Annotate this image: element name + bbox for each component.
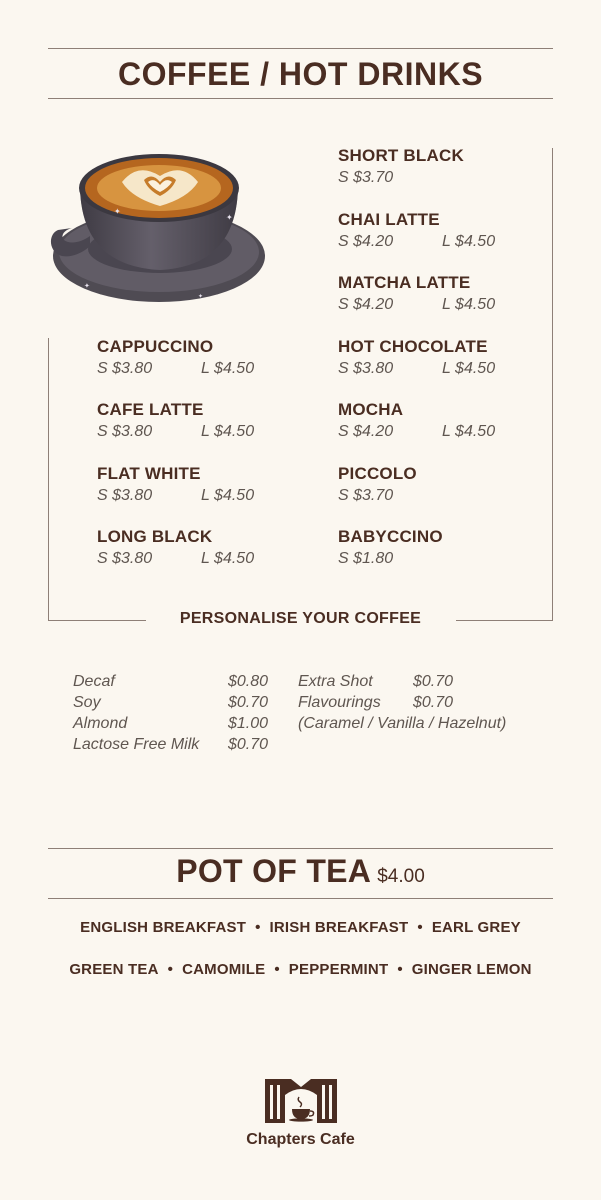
item-prices bbox=[338, 550, 443, 570]
coffee-frame-left bbox=[48, 338, 49, 620]
tea-bottom-rule bbox=[48, 898, 553, 899]
menu-item-cappuccino bbox=[97, 337, 255, 380]
tea-list-line-1 bbox=[0, 919, 601, 936]
price-large: L $4.50 bbox=[201, 423, 255, 440]
price-small: S $3.80 bbox=[97, 487, 153, 504]
item-name: CAPPUCCINO bbox=[97, 337, 214, 356]
extras-list-left bbox=[73, 673, 283, 757]
menu-item-long-black bbox=[97, 527, 255, 570]
item-prices bbox=[97, 423, 255, 443]
separator-dot: • bbox=[397, 961, 403, 978]
item-prices bbox=[338, 423, 496, 443]
menu-item-hot-chocolate bbox=[338, 337, 496, 380]
menu-item-piccolo bbox=[338, 464, 417, 507]
price-small: S $3.70 bbox=[338, 487, 394, 504]
personalise-title: PERSONALISE YOUR COFFEE bbox=[179, 610, 422, 627]
coffee-frame-right bbox=[552, 148, 553, 620]
separator-dot: • bbox=[274, 961, 280, 978]
tea-top-rule bbox=[48, 848, 553, 849]
menu-item-cafe-latte bbox=[97, 400, 255, 443]
separator-dot: • bbox=[255, 919, 261, 936]
extra-price: $1.00 bbox=[228, 715, 269, 732]
svg-text:✦: ✦ bbox=[114, 207, 121, 216]
extra-label: Almond bbox=[73, 715, 128, 732]
extras-list-right bbox=[298, 673, 548, 736]
flavour-note: (Caramel / Vanilla / Hazelnut) bbox=[298, 715, 507, 732]
menu-item-matcha-latte bbox=[338, 273, 496, 316]
menu-item-chai-latte bbox=[338, 210, 496, 253]
price-small: S $3.80 bbox=[97, 550, 153, 567]
price-small: S $3.80 bbox=[338, 360, 394, 377]
price-large: L $4.50 bbox=[201, 360, 255, 377]
item-prices bbox=[338, 296, 496, 316]
extra-label: Extra Shot bbox=[298, 673, 373, 690]
item-name: FLAT WHITE bbox=[97, 464, 201, 483]
price-small: S $3.70 bbox=[338, 169, 394, 186]
svg-text:✦: ✦ bbox=[226, 213, 233, 222]
item-name: CAFE LATTE bbox=[97, 400, 204, 419]
extra-label: Flavourings bbox=[298, 694, 381, 711]
price-large: L $4.50 bbox=[442, 423, 496, 440]
menu-item-flat-white bbox=[97, 464, 255, 507]
separator-dot: • bbox=[167, 961, 174, 978]
extra-row bbox=[298, 673, 548, 694]
extra-label: Soy bbox=[73, 694, 101, 711]
extra-row bbox=[73, 694, 283, 715]
brand-name: Chapters Cafe bbox=[246, 1131, 355, 1148]
item-name: HOT CHOCOLATE bbox=[338, 337, 488, 356]
tea-heading bbox=[0, 853, 601, 890]
header-top-rule bbox=[48, 48, 553, 49]
price-small: S $3.80 bbox=[97, 360, 153, 377]
extra-row bbox=[73, 736, 283, 757]
item-prices bbox=[338, 487, 417, 507]
header-bottom-rule bbox=[48, 98, 553, 99]
extra-price: $0.70 bbox=[413, 673, 454, 690]
extra-price: $0.70 bbox=[413, 694, 454, 711]
extra-row bbox=[73, 715, 283, 736]
item-prices bbox=[97, 360, 255, 380]
separator-dot: • bbox=[417, 919, 423, 936]
price-small: S $4.20 bbox=[338, 296, 394, 313]
price-large: L $4.50 bbox=[201, 550, 255, 567]
price-large: L $4.50 bbox=[442, 233, 496, 250]
price-large: L $4.50 bbox=[201, 487, 255, 504]
item-prices bbox=[338, 169, 464, 189]
price-small: S $4.20 bbox=[338, 233, 394, 250]
page-title: COFFEE / HOT DRINKS bbox=[117, 56, 484, 92]
chapters-cafe-logo-icon bbox=[255, 1073, 347, 1133]
extra-price: $0.70 bbox=[228, 736, 269, 753]
tea-item: CAMOMILE bbox=[182, 961, 266, 978]
svg-text:✦: ✦ bbox=[84, 283, 90, 290]
tea-item: GREEN TEA bbox=[69, 961, 159, 978]
tea-item: PEPPERMINT bbox=[288, 961, 389, 978]
extra-price: $0.70 bbox=[228, 694, 269, 711]
tea-item: IRISH BREAKFAST bbox=[269, 919, 409, 936]
tea-title: POT OF TEA bbox=[176, 853, 372, 889]
price-small: S $4.20 bbox=[338, 423, 394, 440]
tea-item: EARL GREY bbox=[431, 919, 521, 936]
tea-item: ENGLISH BREAKFAST bbox=[80, 919, 247, 936]
item-name: BABYCCINO bbox=[338, 527, 443, 546]
extra-row bbox=[298, 694, 548, 715]
item-name: MATCHA LATTE bbox=[338, 273, 471, 292]
price-large: L $4.50 bbox=[442, 296, 496, 313]
item-prices bbox=[338, 233, 496, 253]
price-large: L $4.50 bbox=[442, 360, 496, 377]
personalise-rule-right bbox=[456, 620, 553, 621]
menu-item-short-black bbox=[338, 146, 464, 189]
flavour-note-row bbox=[298, 715, 548, 736]
menu-item-mocha bbox=[338, 400, 496, 443]
price-small: S $3.80 bbox=[97, 423, 153, 440]
extra-row bbox=[73, 673, 283, 694]
item-name: SHORT BLACK bbox=[338, 146, 464, 165]
menu-item-babyccino bbox=[338, 527, 443, 570]
extra-label: Decaf bbox=[73, 673, 115, 690]
item-name: MOCHA bbox=[338, 400, 404, 419]
extra-price: $0.80 bbox=[228, 673, 269, 690]
latte-art-cup-icon bbox=[48, 148, 270, 313]
svg-text:✦: ✦ bbox=[198, 294, 204, 300]
tea-list-line-2 bbox=[0, 961, 601, 978]
item-prices bbox=[97, 550, 255, 570]
tea-price: $4.00 bbox=[377, 866, 425, 887]
item-name: CHAI LATTE bbox=[338, 210, 440, 229]
item-prices bbox=[338, 360, 496, 380]
price-small: S $1.80 bbox=[338, 550, 394, 567]
item-prices bbox=[97, 487, 255, 507]
tea-item: GINGER LEMON bbox=[411, 961, 532, 978]
extra-label: Lactose Free Milk bbox=[73, 736, 200, 753]
item-name: LONG BLACK bbox=[97, 527, 213, 546]
item-name: PICCOLO bbox=[338, 464, 417, 483]
